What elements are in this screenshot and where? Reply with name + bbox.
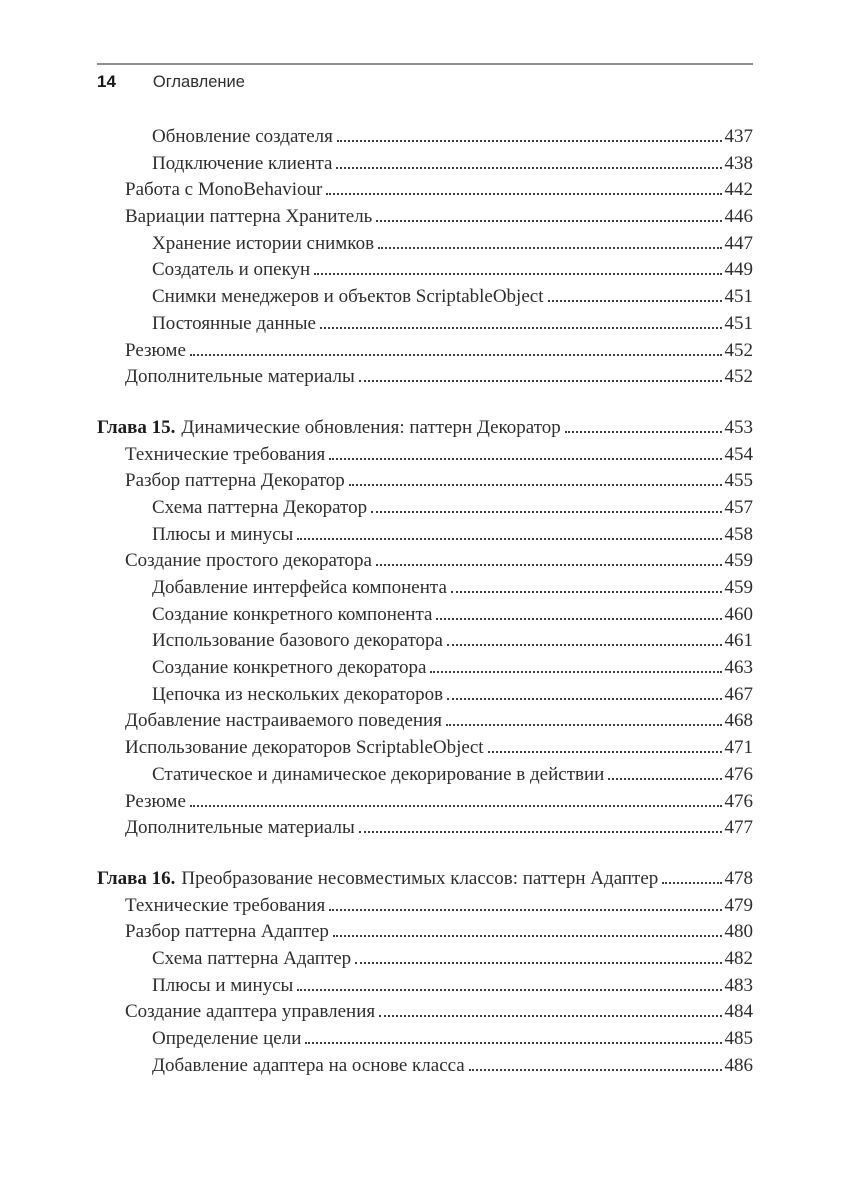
toc-entry-row xyxy=(97,764,753,791)
toc-entry-title: Плюсы и минусы xyxy=(152,974,294,996)
toc-entry-row xyxy=(97,630,753,657)
toc-entry-title: Создание конкретного компонента xyxy=(152,603,433,625)
toc-entry-row xyxy=(97,737,753,764)
toc-entry-title: Вариации паттерна Хранитель xyxy=(125,206,373,228)
toc-entry-page: 442 xyxy=(724,179,753,201)
toc-entry-page: 476 xyxy=(724,790,753,812)
toc-entry-page: 452 xyxy=(724,366,753,388)
toc-entry-title: Схема паттерна Декоратор xyxy=(152,496,368,518)
toc-entry-row xyxy=(97,444,753,471)
toc-entry-page: 480 xyxy=(724,921,753,943)
toc-entry-page: 457 xyxy=(724,496,753,518)
toc-entry-title: Технические требования xyxy=(125,894,326,916)
dot-leader xyxy=(378,247,721,249)
toc-entry-page: 446 xyxy=(724,206,753,228)
toc-entry-page: 483 xyxy=(724,974,753,996)
toc-chapter-label: Глава 16. xyxy=(97,867,176,889)
toc-chapter-page: 453 xyxy=(724,416,753,438)
dot-leader xyxy=(565,431,722,433)
toc-entry-row xyxy=(97,153,753,180)
toc-entry-page: 482 xyxy=(724,947,753,969)
toc-entry-page: 476 xyxy=(724,763,753,785)
toc-entry-row xyxy=(97,1028,753,1055)
toc-entry-title: Работа с MonoBehaviour xyxy=(125,179,323,201)
toc-entry-row xyxy=(97,550,753,577)
toc-entry-title: Создание конкретного декоратора xyxy=(152,657,427,679)
toc-chapter-label: Глава 15. xyxy=(97,416,176,438)
running-header xyxy=(97,72,245,92)
dot-leader xyxy=(469,1069,722,1071)
toc-entry-title: Схема паттерна Адаптер xyxy=(152,947,352,969)
toc-entry-title: Определение цели xyxy=(152,1028,302,1049)
dot-leader xyxy=(447,698,721,700)
dot-leader xyxy=(333,935,722,937)
toc-entry-page: 477 xyxy=(724,817,753,839)
toc-entry-title: Плюсы и минусы xyxy=(152,523,294,545)
dot-leader xyxy=(447,644,722,646)
dot-leader xyxy=(548,300,722,302)
dot-leader xyxy=(320,327,722,329)
dot-leader xyxy=(314,273,721,275)
dot-leader xyxy=(430,671,721,673)
toc-entry-page: 459 xyxy=(724,550,753,572)
dot-leader xyxy=(190,354,722,356)
toc-entry-page: 451 xyxy=(724,286,753,308)
toc-chapter-row xyxy=(97,868,753,895)
toc-entry-page: 458 xyxy=(724,523,753,545)
header-rule xyxy=(97,63,753,65)
toc-chapter-row xyxy=(97,417,753,444)
dot-leader xyxy=(662,882,721,884)
toc-entry-row xyxy=(97,817,753,844)
toc-entry-row xyxy=(97,1055,753,1082)
dot-leader xyxy=(446,724,722,726)
dot-leader xyxy=(608,778,721,780)
toc-entry-page: 484 xyxy=(724,1001,753,1023)
toc-entry-title: Создатель и опекун xyxy=(152,259,311,281)
toc-entry-title: Подключение клиента xyxy=(152,152,333,174)
running-header-title: Оглавление xyxy=(152,73,245,91)
toc-entry-title: Добавление адаптера на основе класса xyxy=(152,1054,465,1076)
toc-entry-page: 486 xyxy=(724,1054,753,1076)
toc-entry-row xyxy=(97,340,753,367)
toc-entry-title: Резюме xyxy=(125,339,186,361)
toc-entry-row xyxy=(97,286,753,313)
toc-entry-title: Создание простого декоратора xyxy=(125,550,372,572)
toc-entry-page: 485 xyxy=(724,1028,753,1049)
toc-entry-row xyxy=(97,948,753,975)
toc-entry-page: 455 xyxy=(724,470,753,492)
dot-leader xyxy=(355,962,721,964)
toc-entry-page: 463 xyxy=(724,657,753,679)
toc-entry-title: Статическое и динамическое декорирование в действии xyxy=(152,763,605,785)
toc-entry-page: 454 xyxy=(724,443,753,465)
toc-section xyxy=(97,417,753,844)
dot-leader xyxy=(329,909,721,911)
dot-leader xyxy=(488,751,722,753)
toc-entry-title: Добавление настраиваемого поведения xyxy=(125,710,442,732)
dot-leader xyxy=(371,511,721,513)
toc-chapter-title: Преобразование несовместимых классов: паттерн Адаптер xyxy=(181,867,659,889)
toc-entry-row xyxy=(97,233,753,260)
dot-leader xyxy=(190,805,722,807)
toc-entry-title: Использование декораторов ScriptableObject xyxy=(125,737,484,759)
toc-section xyxy=(97,126,753,393)
dot-leader xyxy=(329,458,721,460)
toc-entry-row xyxy=(97,657,753,684)
toc-entry-row xyxy=(97,497,753,524)
toc-entry-page: 479 xyxy=(724,894,753,916)
toc-entry-page: 459 xyxy=(724,577,753,598)
dot-leader xyxy=(436,618,721,620)
toc-entry-page: 437 xyxy=(724,126,753,147)
dot-leader xyxy=(359,831,722,833)
toc-entry-title: Обновление создателя xyxy=(152,126,333,147)
toc-entry-row xyxy=(97,921,753,948)
toc-entry-page: 449 xyxy=(724,259,753,281)
table-of-contents xyxy=(97,126,753,1081)
toc-entry-title: Использование базового декоратора xyxy=(152,630,443,652)
toc-entry-title: Дополнительные материалы xyxy=(125,817,355,839)
toc-entry-row xyxy=(97,791,753,818)
toc-entry-title: Хранение истории снимков xyxy=(152,232,375,254)
dot-leader xyxy=(326,193,721,195)
toc-entry-row xyxy=(97,179,753,206)
toc-entry-title: Дополнительные материалы xyxy=(125,366,355,388)
toc-entry-page: 471 xyxy=(724,737,753,759)
toc-chapter-page: 478 xyxy=(724,867,753,889)
toc-entry-title: Создание адаптера управления xyxy=(125,1001,376,1023)
toc-entry-row xyxy=(97,604,753,631)
toc-entry-page: 452 xyxy=(724,339,753,361)
dot-leader xyxy=(336,167,721,169)
toc-entry-row xyxy=(97,577,753,604)
page-content-column xyxy=(97,0,753,1200)
toc-entry-page: 467 xyxy=(724,683,753,705)
toc-entry-page: 460 xyxy=(724,603,753,625)
toc-entry-row xyxy=(97,710,753,737)
toc-entry-row xyxy=(97,895,753,922)
toc-entry-page: 468 xyxy=(724,710,753,732)
dot-leader xyxy=(337,140,722,142)
toc-entry-page: 451 xyxy=(724,312,753,334)
toc-entry-title: Добавление интерфейса компонента xyxy=(152,577,447,598)
toc-entry-row xyxy=(97,206,753,233)
dot-leader xyxy=(297,989,721,991)
toc-entry-row xyxy=(97,684,753,711)
toc-entry-row xyxy=(97,366,753,393)
page-number: 14 xyxy=(97,72,116,91)
dot-leader xyxy=(297,538,721,540)
toc-entry-title: Резюме xyxy=(125,790,186,812)
dot-leader xyxy=(376,564,722,566)
toc-section xyxy=(97,868,753,1082)
toc-entry-row xyxy=(97,259,753,286)
toc-entry-page: 447 xyxy=(724,232,753,254)
dot-leader xyxy=(305,1042,721,1044)
toc-entry-title: Цепочка из нескольких декораторов xyxy=(152,683,444,705)
toc-entry-page: 461 xyxy=(724,630,753,652)
dot-leader xyxy=(451,591,722,593)
toc-entry-row xyxy=(97,524,753,551)
toc-entry-row xyxy=(97,126,753,153)
toc-chapter-title: Динамические обновления: паттерн Декоратор xyxy=(181,416,561,438)
dot-leader xyxy=(349,484,722,486)
toc-entry-title: Разбор паттерна Адаптер xyxy=(125,921,329,943)
toc-entry-page: 438 xyxy=(724,152,753,174)
toc-entry-title: Постоянные данные xyxy=(152,312,316,334)
dot-leader xyxy=(379,1015,721,1017)
toc-entry-row xyxy=(97,975,753,1002)
toc-entry-title: Разбор паттерна Декоратор xyxy=(125,470,345,492)
toc-entry-row xyxy=(97,1001,753,1028)
toc-entry-row xyxy=(97,470,753,497)
toc-entry-row xyxy=(97,313,753,340)
dot-leader xyxy=(359,380,722,382)
dot-leader xyxy=(376,220,721,222)
toc-entry-title: Технические требования xyxy=(125,443,326,465)
toc-entry-title: Снимки менеджеров и объектов ScriptableObject xyxy=(152,286,544,308)
